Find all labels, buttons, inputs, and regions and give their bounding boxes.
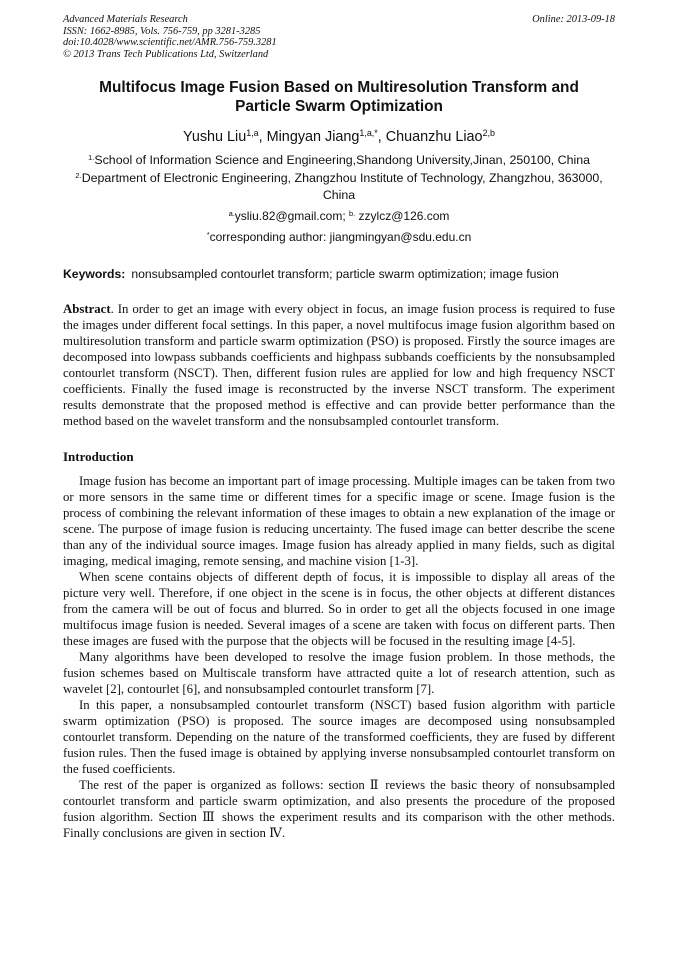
intro-paragraph: When scene contains objects of different depth of focus, it is impossible to display all areas of the picture very well. Therefore, if one object in the scene is in focus, the other objects at different distances from the camera will be out of focus and blurred. So in order to get all the objects focused in one image multifocus image fusion is needed. Several images of a scene are taken with focus on different parts. Then these images are fused with the purpose that the objects will be focused in the resulting image [4-5].	[63, 569, 615, 648]
keywords-label: Keywords:	[63, 266, 126, 281]
author-separator: ,	[258, 129, 267, 146]
author-name: Yushu Liu	[183, 129, 247, 146]
keywords-line	[63, 266, 615, 282]
author-list	[63, 128, 615, 146]
intro-paragraph: In this paper, a nonsubsampled contourlet transform (NSCT) based fusion algorithm with particle swarm optimization (PSO) is proposed. The source images are decomposed using nonsubsampled contourlet transform. Depending on the nature of the transformed coefficients, they are fused by different fusion rules. Then the fused image is obtained by applying inverse nonsubsampled contourlet transform on the fused coefficients.	[63, 697, 615, 776]
affiliation-mark: 1.	[87, 153, 95, 163]
introduction-heading: Introduction	[63, 448, 134, 464]
intro-paragraph: The rest of the paper is organized as follows: section Ⅱ reviews the basic theory of nonsubsampled contourlet transform and particle swarm optimization, and also presents the procedure of the proposed fusion algorithm. Section Ⅲ shows the experiment results and its comparison with the other methods. Finally conclusions are given in section Ⅳ.	[63, 777, 615, 840]
abstract-label: Abstract	[63, 301, 111, 316]
intro-paragraph: Many algorithms have been developed to resolve the image fusion problem. In those methods, the fusion schemes based on Multiscale transform have attracted quite a lot of research attention, such as wavelet [2], contourlet [6], and nonsubsampled contourlet transform [7].	[63, 649, 615, 696]
affiliation-text: Department of Electronic Engineering, Zhangzhou Institute of Technology, Zhangzhou, 363000, China	[81, 170, 603, 203]
affiliation-1	[63, 152, 615, 170]
email-mark-a: a.	[228, 208, 235, 218]
title-line-2: Particle Swarm Optimization	[235, 97, 443, 115]
affiliation-text: School of Information Science and Engineering,Shandong University,Jinan, 250100, China	[94, 153, 591, 168]
abstract-paragraph	[63, 301, 615, 429]
affiliation-mark: 2.	[75, 170, 82, 180]
author-name: Chuanzhu Liao	[385, 129, 483, 146]
email-a: ysliu.82@gmail.com;	[234, 208, 346, 223]
keywords-text: nonsubsampled contourlet transform; particle swarm optimization; image fusion	[131, 266, 559, 281]
email-b: zzylcz@126.com	[358, 208, 450, 223]
paper-page	[63, 14, 615, 841]
journal-header	[63, 14, 615, 60]
paper-title	[63, 79, 615, 116]
author-separator: ,	[377, 129, 386, 146]
author-emails	[63, 207, 615, 225]
author-affil-mark: 1,a	[246, 128, 259, 139]
corresponding-author	[63, 228, 615, 246]
copyright-line: © 2013 Trans Tech Publications Ltd, Switzerland	[63, 48, 269, 60]
journal-name: Advanced Materials Research	[63, 14, 188, 25]
corresponding-text: corresponding author: jiangmingyan@sdu.edu.cn	[209, 229, 472, 244]
affiliation-2	[63, 170, 615, 205]
email-mark-b: b.	[349, 208, 356, 218]
author-name: Mingyan Jiang	[266, 129, 360, 146]
author-affil-mark: 1,a,*	[359, 128, 378, 139]
online-date: Online: 2013-09-18	[532, 14, 615, 25]
title-line-1: Multifocus Image Fusion Based on Multiresolution Transform and	[99, 79, 579, 97]
issn-line: ISSN: 1662-8985, Vols. 756-759, pp 3281-3285	[63, 25, 261, 37]
author-affil-mark: 2,b	[482, 128, 495, 139]
abstract-text: . In order to get an image with every object in focus, an image fusion process is required to fuse the images under different focal settings. In this paper, a novel multifocus image fusion algorithm based on multiresolution transform and particle swarm optimization (PSO) is proposed. Firstly the source images are decomposed into lowpass subbands coefficients and highpass subbands coefficients by the nonsubsampled contourlet transform (NSCT). Then, different fusion rules are applied for low and high frequency NSCT coefficients. Finally the fused image is reconstructed by the inverse NSCT transform. The experiment results demonstrate that the proposed method is effective and can provide better performance than the method based on the wavelet transform and the nonsubsampled contourlet transform.	[63, 301, 615, 428]
doi-line: doi:10.4028/www.scientific.net/AMR.756-759.3281	[63, 37, 277, 49]
intro-paragraph: Image fusion has become an important part of image processing. Multiple images can be taken from two or more sensors in the same time or different times for a specific image or scene. Image fusion is the process of combining the relevant information of these images to obtain a new explanation of the image or scene. The purpose of image fusion is reducing uncertainty. The fused image can better describe the scene than any of the individual source images. Image fusion has already applied in many fields, such as digital imaging, medical imaging, remote sensing, and machine vision [1-3].	[63, 473, 615, 568]
corresponding-mark: *	[206, 229, 210, 239]
